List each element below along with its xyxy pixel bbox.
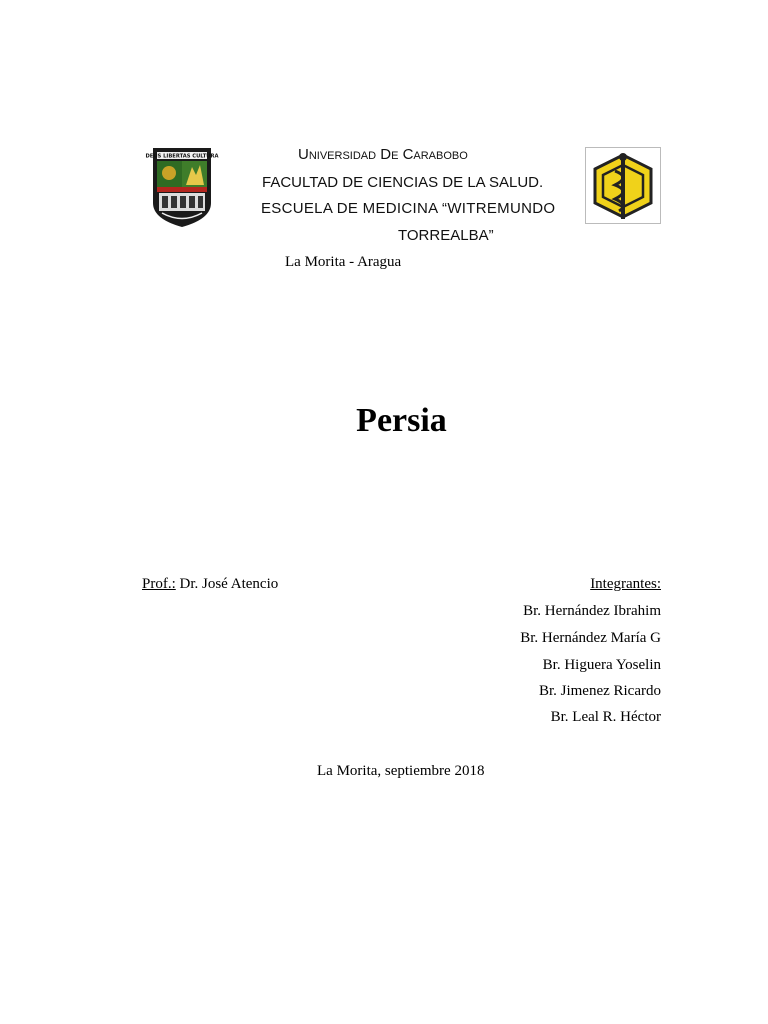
school-name-line2: TORREALBA”: [398, 227, 494, 244]
member-name: Br. Higuera Yoselin: [542, 657, 661, 673]
school-name-line1: ESCUELA DE MEDICINA “WITREMUNDO: [261, 200, 556, 217]
member-name: Br. Hernández Ibrahim: [523, 603, 661, 619]
faculty-name: FACULTAD DE CIENCIAS DE LA SALUD.: [262, 174, 544, 191]
professor: [142, 576, 278, 593]
place-date: La Morita, septiembre 2018: [317, 763, 485, 779]
professor-name: Dr. José Atencio: [179, 576, 279, 592]
professor-label: Prof.:: [142, 576, 176, 592]
member-name: Br. Leal R. Héctor: [550, 709, 661, 725]
medical-faculty-emblem-icon: [585, 147, 661, 224]
member-name: Br. Hernández María G: [520, 630, 661, 646]
university-name: Universidad De Carabobo: [298, 146, 468, 163]
member-name: Br. Jimenez Ricardo: [538, 683, 661, 699]
document-title: Persia: [356, 402, 447, 439]
location: La Morita - Aragua: [285, 254, 402, 270]
seal-motto: DEUS LIBERTAS CULTURA: [145, 153, 219, 160]
members-label: Integrantes:: [590, 576, 661, 592]
university-seal-icon: [145, 145, 219, 229]
